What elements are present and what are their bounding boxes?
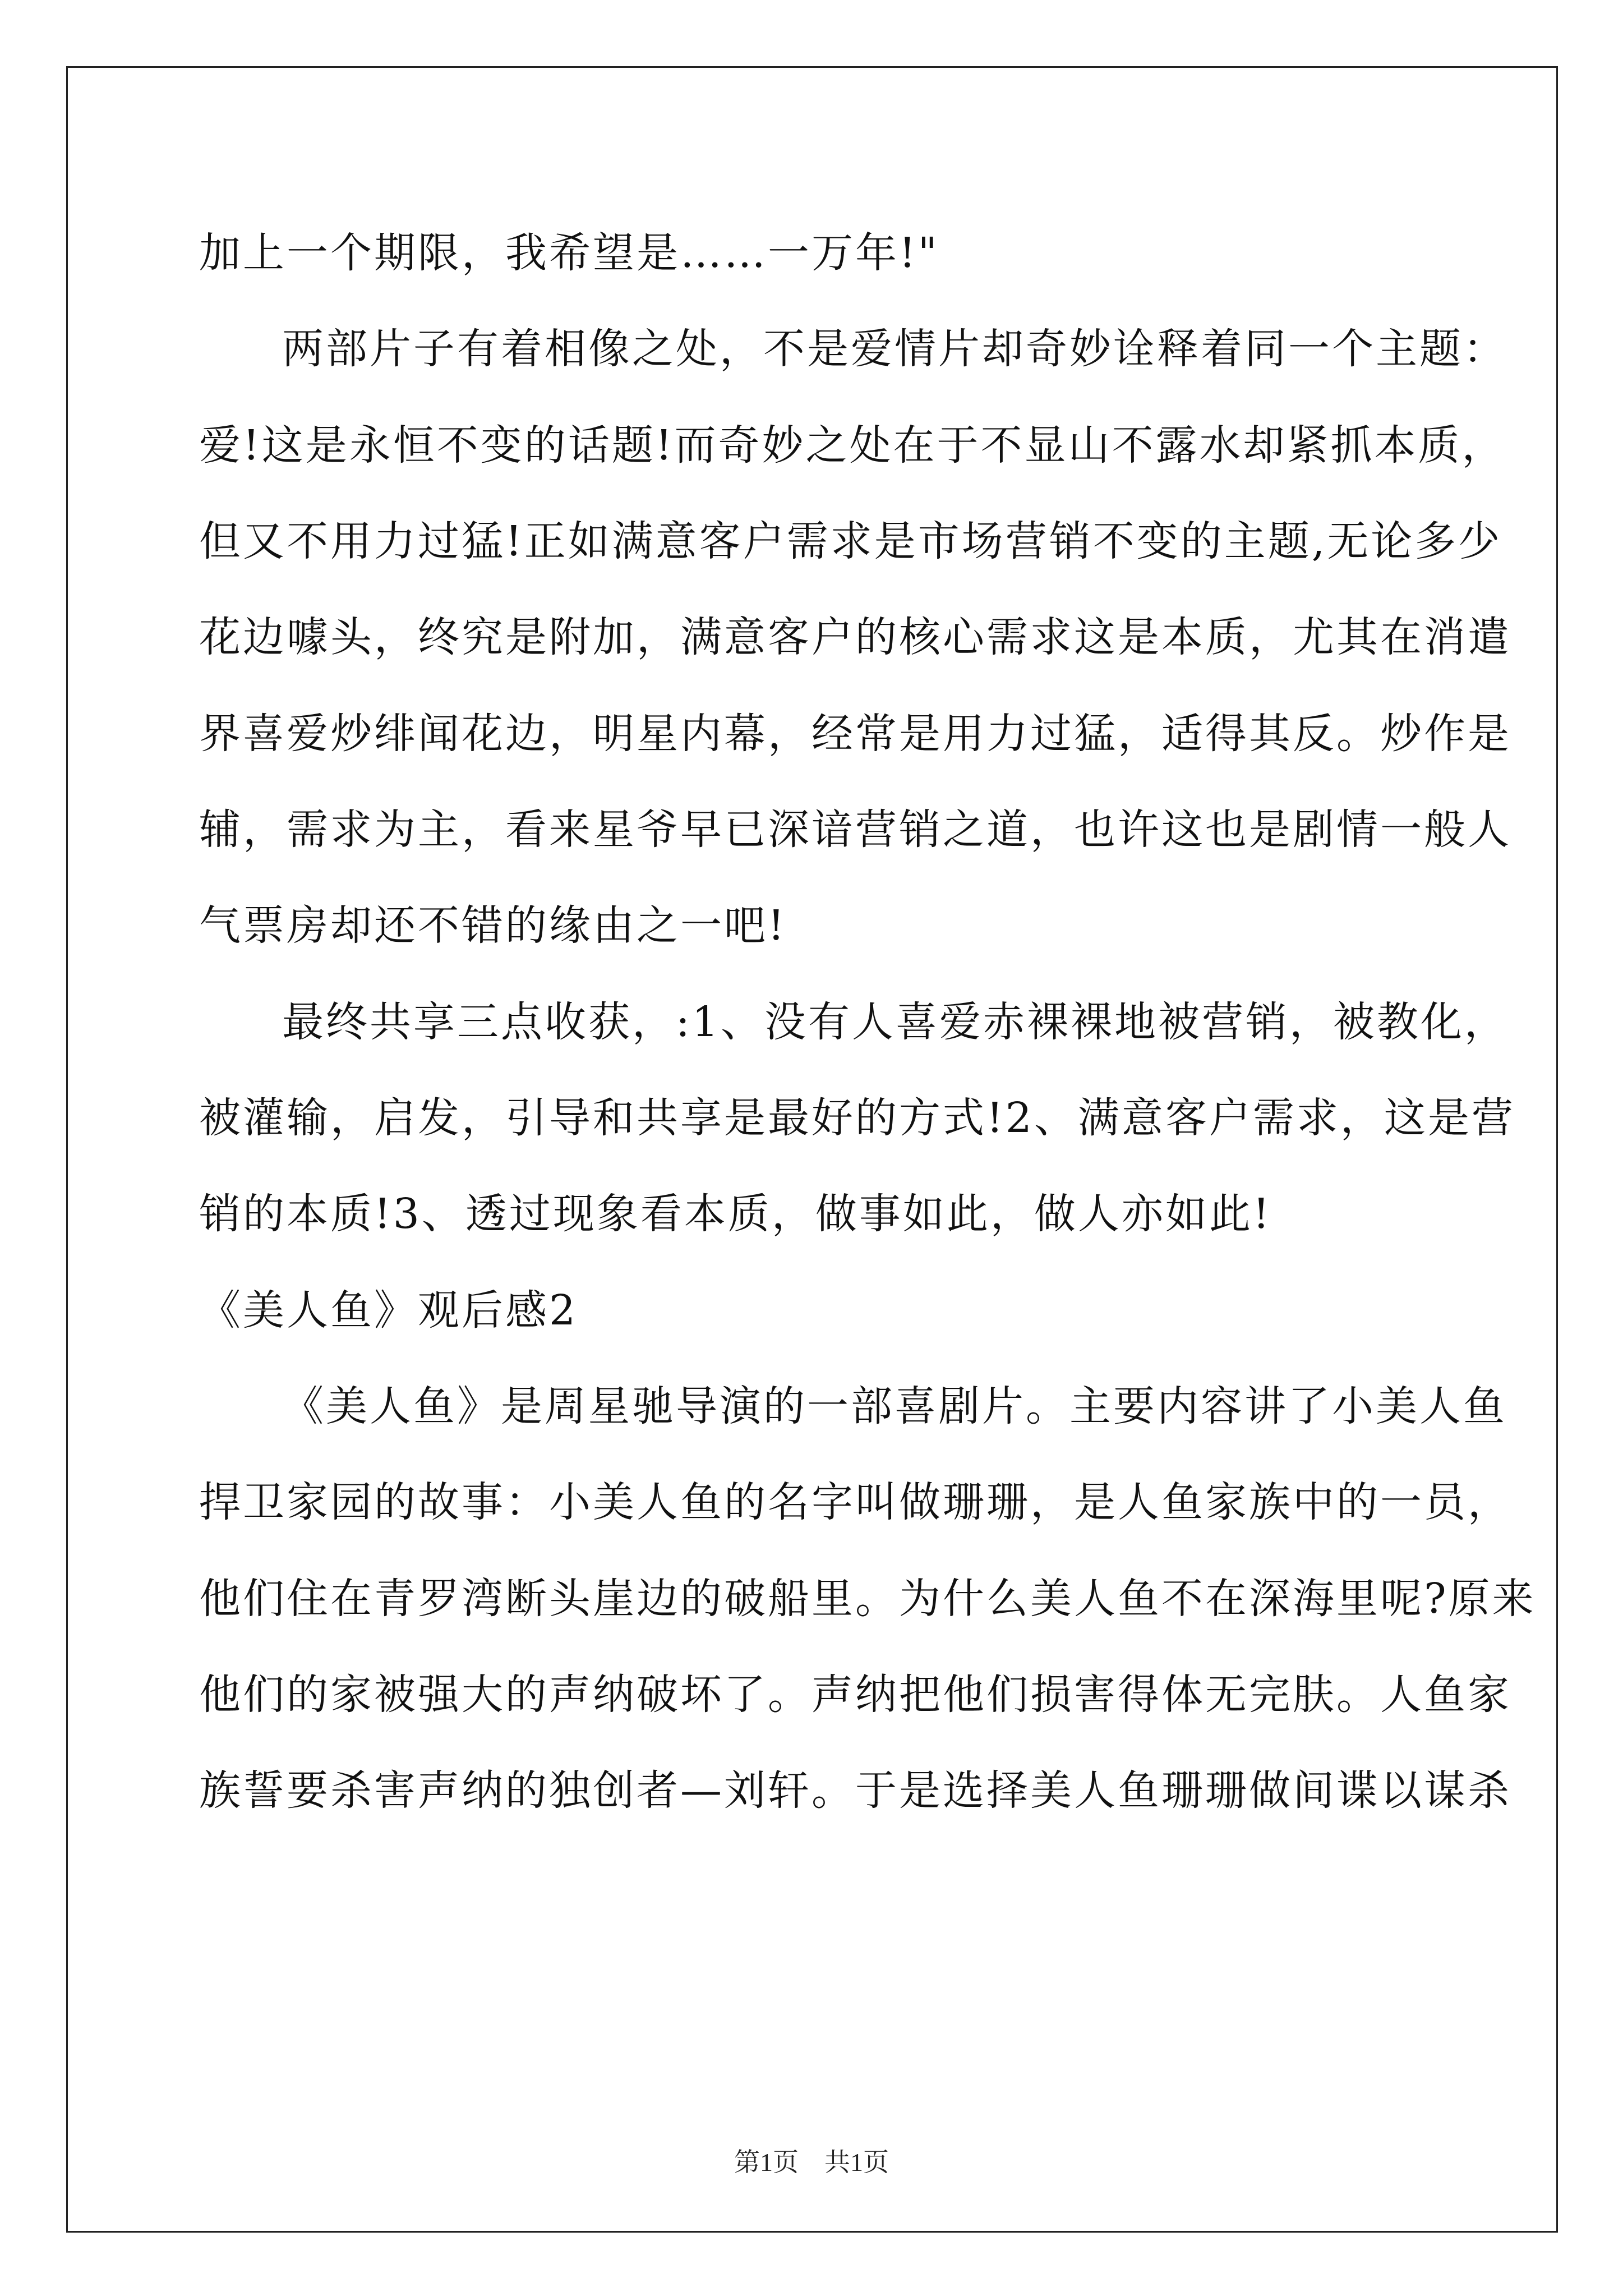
paragraph-line: 《美人鱼》是周星驰导演的一部喜剧片。主要内容讲了小美人鱼 [282,1382,1507,1430]
paragraph-line: 捍卫家园的故事：小美人鱼的名字叫做珊珊，是人鱼家族中的一员， [199,1478,1511,1526]
paragraph-line: 他们的家被强大的声纳破坏了。声纳把他们损害得体无完肤。人鱼家 [199,1671,1511,1719]
paragraph-line: 加上一个期限，我希望是……一万年!" [199,229,939,277]
paragraph-line: 两部片子有着相像之处，不是爱情片却奇妙诠释着同一个主题： [282,325,1507,373]
paragraph-line: 气票房却还不错的缘由之一吧! [199,901,787,950]
page-footer: 第1页 共1页 [734,2148,889,2177]
paragraph-line: 界喜爱炒绯闻花边，明星内幕，经常是用力过猛，适得其反。炒作是 [199,710,1511,758]
paragraph-line: 但又不用力过猛!正如满意客户需求是市场营销不变的主题,无论多少 [199,517,1502,565]
paragraph-line: 被灌输，启发，引导和共享是最好的方式!2、满意客户需求，这是营 [199,1094,1515,1142]
paragraph-line: 辅，需求为主，看来星爷早已深谙营销之道，也许这也是剧情一般人 [199,806,1511,854]
page-border [66,66,1558,2233]
section-heading: 《美人鱼》观后感2 [199,1286,578,1335]
paragraph-line: 销的本质!3、透过现象看本质，做事如此，做人亦如此! [199,1190,1272,1238]
paragraph-line: 爱!这是永恒不变的话题!而奇妙之处在于不显山不露水却紧抓本质， [199,421,1506,470]
paragraph-line: 花边噱头，终究是附加，满意客户的核心需求这是本质，尤其在消遣 [199,613,1511,661]
paragraph-line: 最终共享三点收获，:1、没有人喜爱赤裸裸地被营销，被教化， [282,998,1509,1046]
paragraph-line: 族誓要杀害声纳的独创者—刘轩。于是选择美人鱼珊珊做间谍以谋杀 [199,1766,1511,1815]
paragraph-line: 他们住在青罗湾断头崖边的破船里。为什么美人鱼不在深海里呢?原来 [199,1575,1536,1623]
